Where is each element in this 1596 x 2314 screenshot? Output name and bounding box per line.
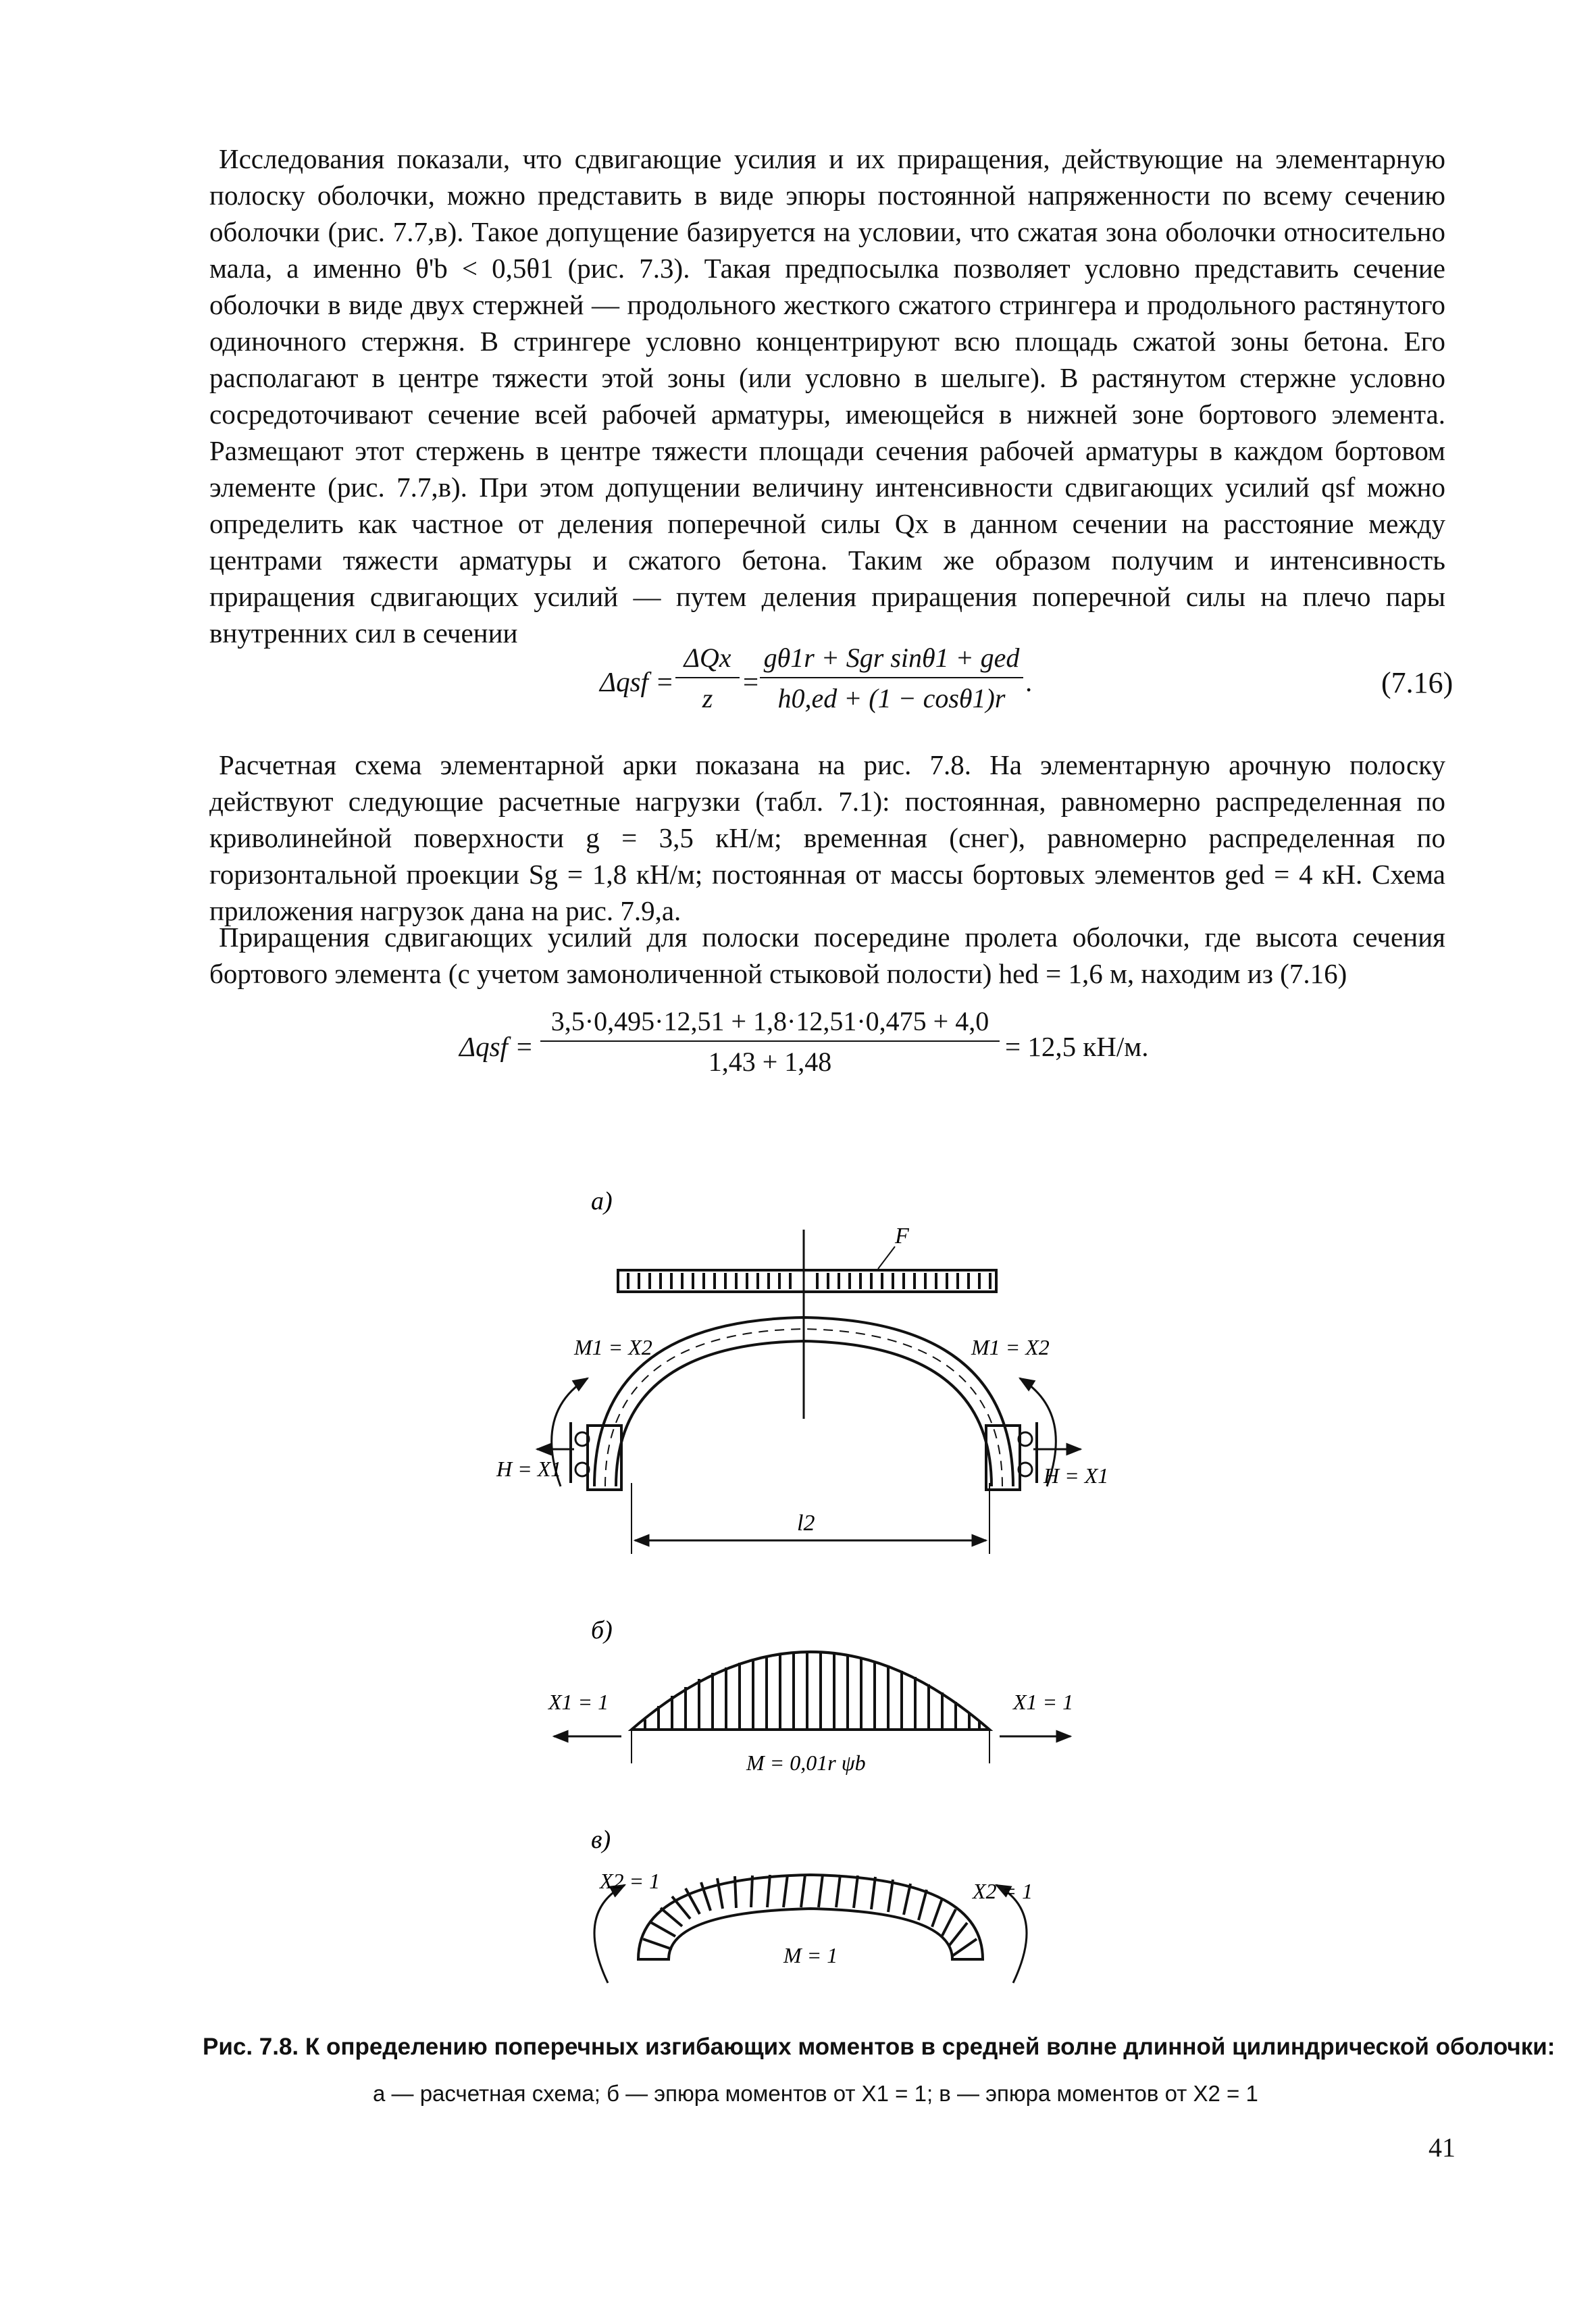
x2-right-label: X2 = 1	[973, 1879, 1033, 1903]
eq2-den: 1,43 + 1,48	[708, 1047, 832, 1077]
eq2-num: 3,5·0,495·12,51 + 1,8·12,51·0,475 + 4,0	[550, 1006, 989, 1036]
moment-b-label: M = 0,01r ψb	[746, 1751, 866, 1775]
panel-b-label: б)	[591, 1616, 613, 1644]
eq1-equals: =	[743, 666, 759, 697]
x1-left-label: X1 = 1	[548, 1690, 609, 1714]
x2-left-label: X2 = 1	[600, 1869, 661, 1893]
eq1-frac1-num: ΔQx	[684, 643, 731, 673]
moment-left-label: M1 = X2	[574, 1335, 652, 1359]
eq2-lhs: Δqsf =	[459, 1031, 534, 1062]
paragraph-2: Расчетная схема элементарной арки показана на рис. 7.8. На элементарную арочную полоску действуют следующие расчетные нагрузки (табл. 7.1): постоянная, равномерно распределенная по криволинейной поверхности g = 3,5 кН/м; временная (снег), равномерно распределенная по горизонтальной проекции Sg = 1,8 кН/м; постоянная от массы бортовых элементов ged = 4 кН. Схема приложения нагрузок дана на рис. 7.9,а.	[209, 749, 1445, 926]
h-right-label: H = X1	[1044, 1463, 1109, 1488]
x1-right-label: X1 = 1	[1013, 1690, 1074, 1714]
h-left-label: H = X1	[496, 1457, 562, 1481]
span-label: l2	[797, 1511, 815, 1536]
eq1-end: .	[1025, 666, 1033, 697]
moment-right-label: M1 = X2	[971, 1335, 1050, 1359]
panel-a-label: а)	[591, 1187, 613, 1215]
distributed-load	[618, 1270, 996, 1292]
eq1-frac2-den: h0,ed + (1 − cosθ1)r	[777, 683, 1006, 713]
figure-caption-subtitle: а — расчетная схема; б — эпюра моментов от X1 = 1; в — эпюра моментов от X2 = 1	[373, 2081, 1258, 2106]
paragraph-3: Приращения сдвигающих усилий для полоски посередине пролета оболочки, где высота сечения бортового элемента (с учетом замоноличенной стыковой полости) hed = 1,6 м, находим из (7.16)	[209, 922, 1445, 989]
load-label-F: F	[895, 1224, 909, 1249]
eq2-result: = 12,5 кН/м.	[1005, 1031, 1149, 1062]
figure-caption-title: Рис. 7.8. К определению поперечных изгибающих моментов в средней волне длинной цилиндрической оболочки:	[203, 2034, 1555, 2060]
page-number: 41	[1428, 2132, 1456, 2163]
paragraph-1: Исследования показали, что сдвигающие усилия и их приращения, действующие на элементарную полоску оболочки, можно представить в виде эпюры постоянной напряженности по всему сечению оболочки (рис. 7.7,в). Такое допущение базируется на условии, что сжатая зона оболочки относительно мала, а именно θ'b < 0,5θ1 (рис. 7.3). Такая предпосылка позволяет условно представить сечение оболочки в виде двух стержней — продольного жесткого сжатого стрингера и продольного растянутого одиночного стержня. В стрингере условно концентрируют всю площадь сжатой зоны бетона. Его располагают в центре тяжести этой зоны (или условно в шелыге). В растянутом стержне условно сосредоточивают сечение всей рабочей арматуры, имеющейся в нижней зоне бортового элемента. Размещают этот стержень в центре тяжести площади сечения рабочей арматуры в каждом бортовом элементе (рис. 7.7,в). При этом допущении величину интенсивности сдвигающих усилий qsf можно определить как частное от деления поперечной силы Qx в данном сечении на расстояние между центрами тяжести арматуры и сжатого бетона. Таким же образом получим и интенсивность приращения сдвигающих усилий — путем деления приращения поперечной силы на плечо пары внутренних сил в сечении	[209, 143, 1445, 649]
moment-c-label: M = 1	[783, 1943, 838, 1967]
eq1-frac1-den: z	[702, 683, 713, 713]
eq1-frac2-num: gθ1r + Sgr sinθ1 + ged	[763, 643, 1020, 673]
equation-number: (7.16)	[1381, 666, 1453, 699]
eq1-lhs: Δqsf =	[600, 666, 674, 697]
panel-c-label: в)	[591, 1826, 611, 1854]
